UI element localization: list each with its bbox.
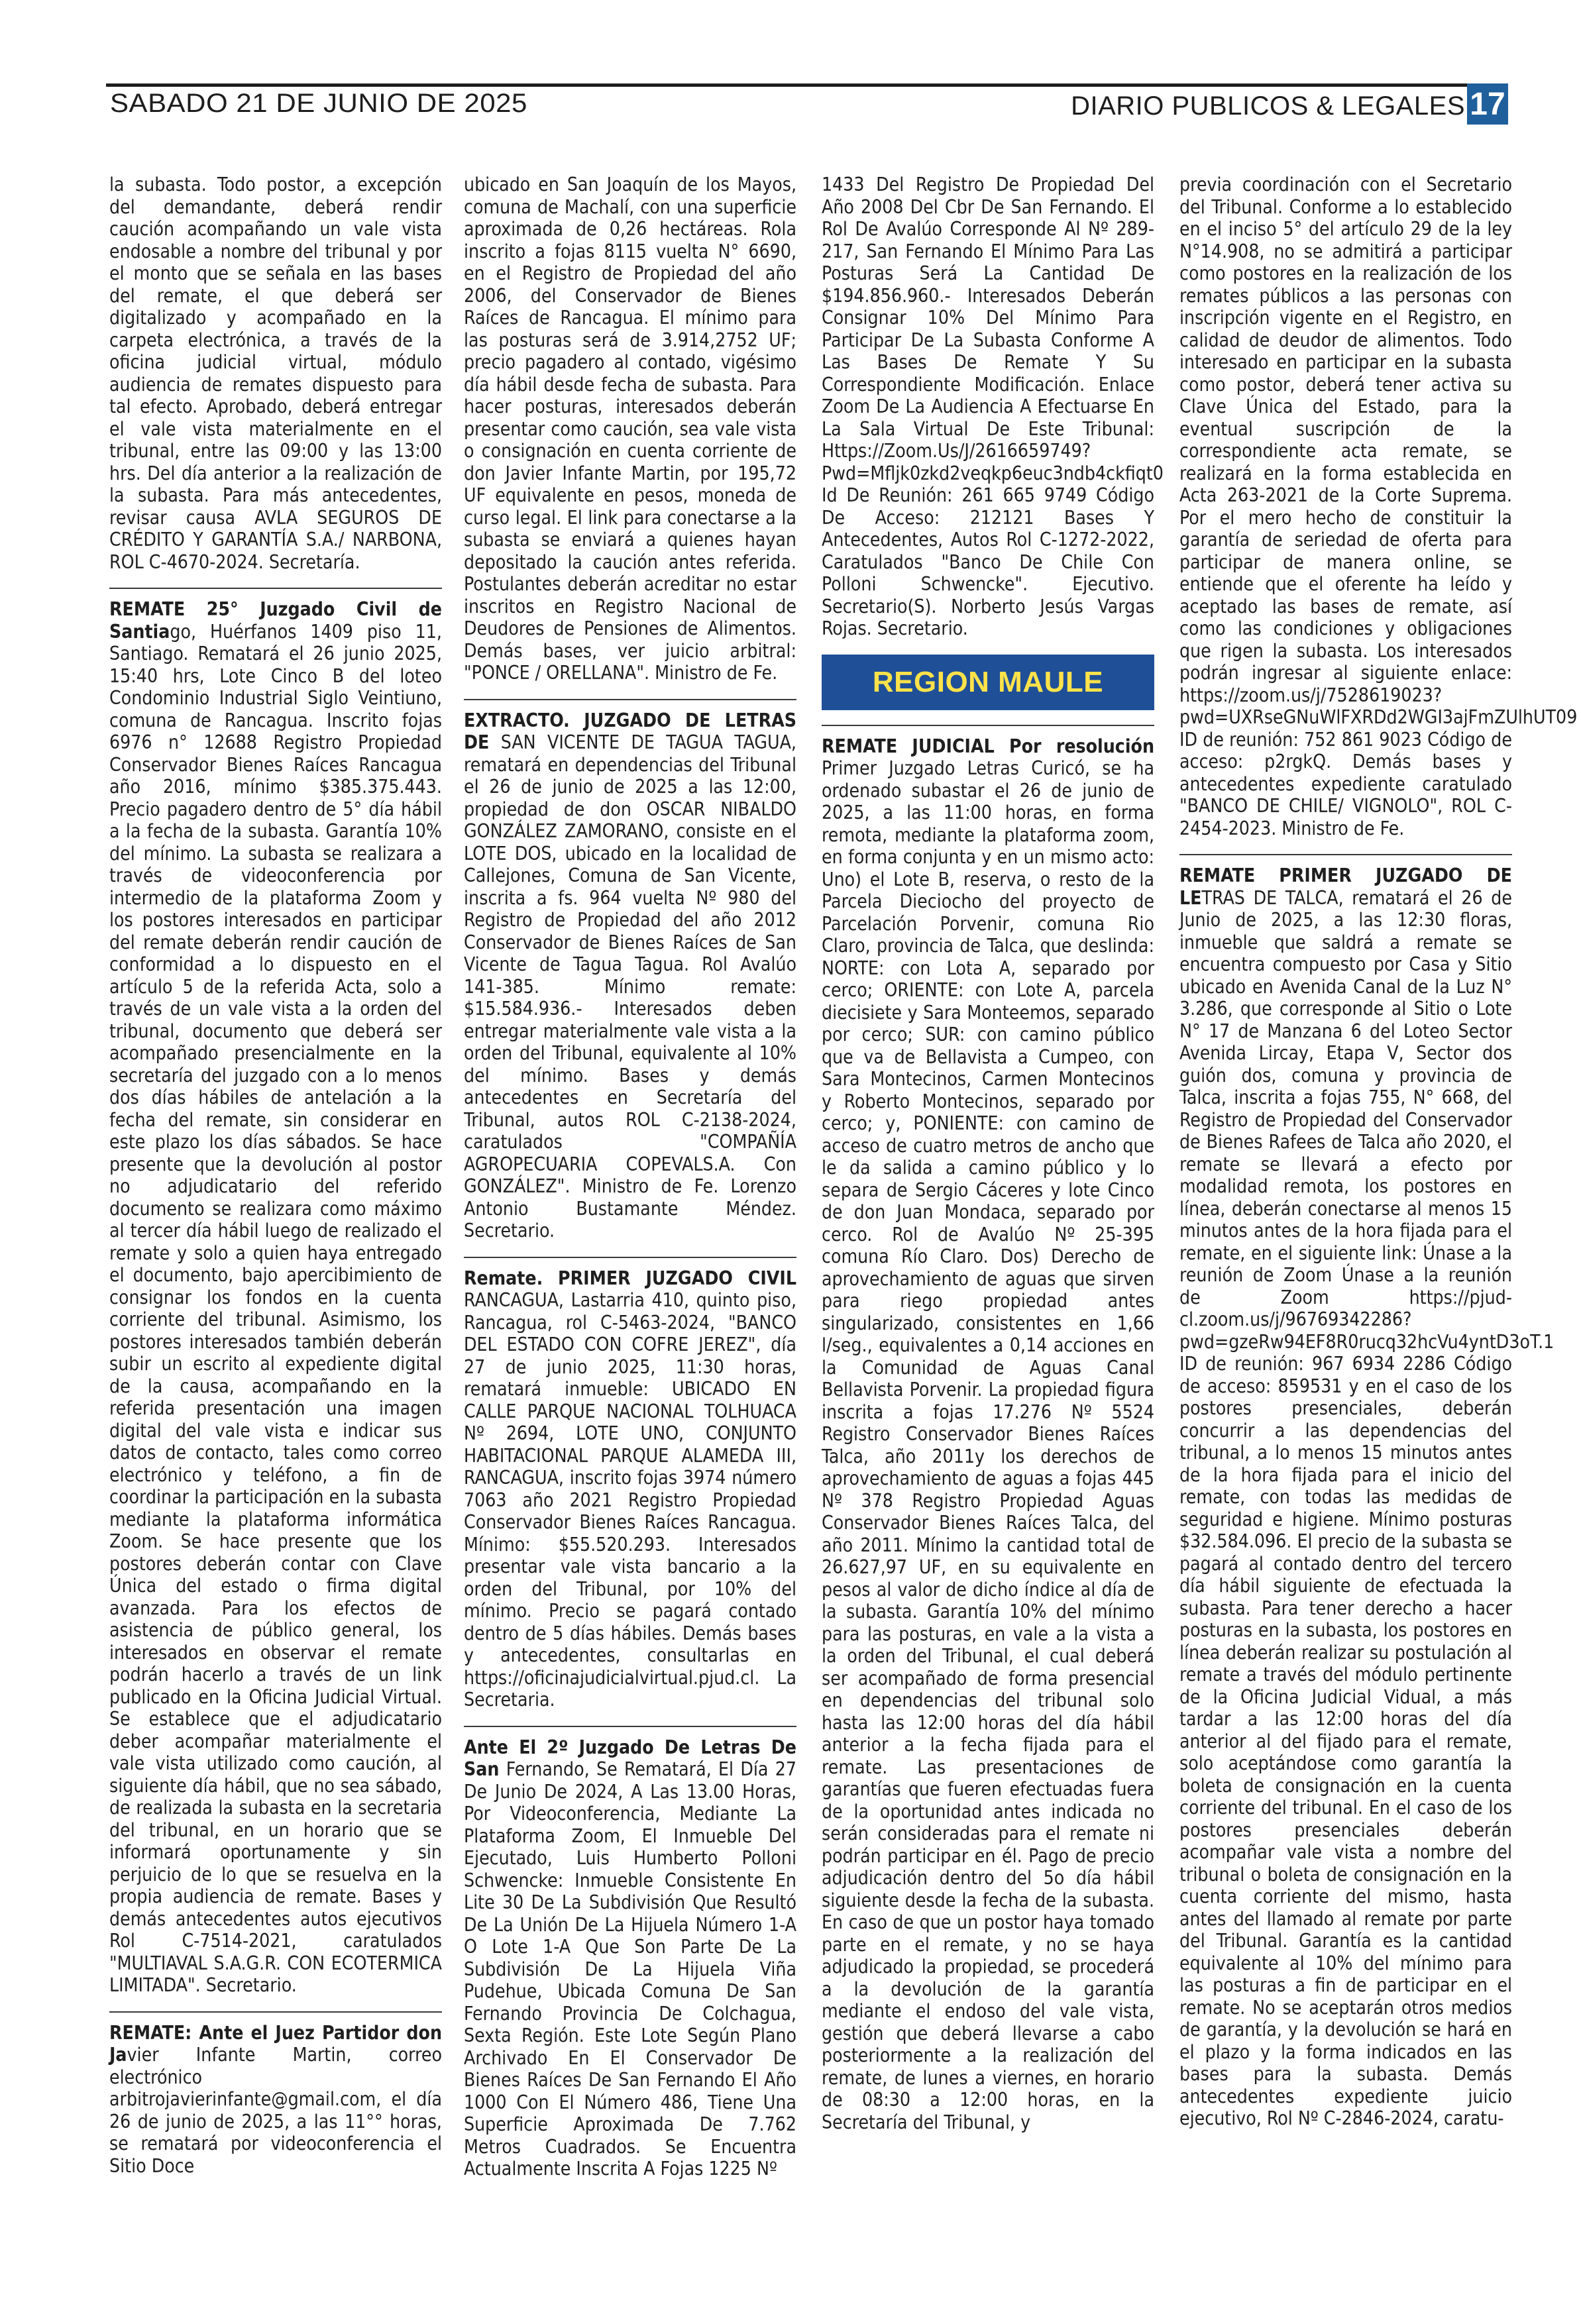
page-number-badge: 17 xyxy=(1467,83,1508,125)
notice-heading: REMATE PRIMER JUZGADO DE LE xyxy=(1179,865,1512,909)
notice-divider xyxy=(109,2011,442,2013)
notice-divider xyxy=(1179,854,1512,855)
notice-divider xyxy=(464,1726,796,1727)
notice-text: REMATE 25° Juzgado Civil de Santiago, Huérfanos 1409 piso 11, Santiago. Rematará el 26 junio 2025, 15:40 hrs, Lote Cinco B del loteo Condominio Industrial Siglo Veintiuno, comuna de Rancagua. Inscrito fojas 6976 n° 12688 Registro Propiedad Conservador Bienes Raíces Rancagua año 2016, mínimo $385.375.443. Precio pagadero dentro de 5° día hábil a la fecha de la subasta. Garantía 10% del mínimo. La subasta se realizara a través de videoconferencia por intermedio de la plataforma Zoom y los postores interesados en participar del remate deberán rendir caución de conformidad a lo dispuesto en el artículo 5 de la referida Acta, solo a través de un vale vista a la orden del tribunal, documento que deberá ser acompañado presencialmente en la secretaría del juzgado con a lo menos dos días hábiles de antelación a la fecha del remate, sin considerar en este plazo los días sábados. Se hace presente que la devolución al postor no adjudicatario del referido documento se realizara como máximo al tercer día hábil luego de realizado el remate y solo a quien haya entregado el documento, bajo apercibimiento de consignar los fondos en la cuenta corriente del tribunal. Asimismo, los postores interesados también deberán subir un escrito al expediente digital de la causa, acompañando en la referida presentación una imagen digital del vale vista e indicar sus datos de contacto, tales como correo electrónico y teléfono, a fin de coordinar la participación en la subasta mediante la plataforma informática Zoom. Se hace presente que los postores deberán contar con Clave Única del estado o firma digital avanzada. Para los efectos de asistencia de público general, los interesados en observar el remate podrán hacerlo a través de un link publicado en la Oficina Judicial Virtual. Se establece que el adjudicatario deber acompañar materialmente el vale vista utilizado como caución, al siguiente día hábil, que no sea sábado, de realizada la subasta en la secretaria del tribunal, en un horario que se informará oportunamente y sin perjuicio de lo que se resuelva en la propia audiencia de remate. Bases y demás antecedentes autos ejecutivos Rol C-7514-2021, caratulados "MULTIAVAL S.A.G.R. CON ECOTERMICA LIMITADA". Secretario. xyxy=(109,598,442,1996)
region-banner: REGION MAULE xyxy=(822,655,1154,710)
notice-text: previa coordinación con el Secretario del Tribunal. Conforme a lo establecido en el inciso 5° del artículo 29 de la ley N°14.908, no se admitirá a participar como postores en la realización de los remates públicos a las personas con inscripción vigente en el Registro, en calidad de deudor de alimentos. Todo interesado en participar en la subasta como postor, deberá tener activa su Clave Única del Estado, para la eventual suscripción de la correspondiente acta remate, se realizará en la forma establecida en Acta 263-2021 de la Corte Suprema. Por el mero hecho de constituir la garantía de seriedad de oferta para participar de manera online, se entiende que el oferente ha leído y aceptado las bases de remate, así como las condiciones y obligaciones que rigen la subasta. Los interesados podrán ingresar al siguiente enlace: https://zoom.us/j/7528619023?pwd=UXRseGNuWlFXRDd2WGI3ajFmZUlhUT09 ID de reunión: 752 861 9023 Código de acceso: p2rgkQ. Demás bases y antecedentes expediente caratulado "BANCO DE CHILE/ VIGNOLO", ROL C-2454-2023. Ministro de Fe. xyxy=(1179,174,1578,839)
notice-divider xyxy=(464,699,796,700)
notice-heading: REMATE: Ante el Juez Partidor don Ja xyxy=(109,2021,442,2066)
notice-heading: Remate. PRIMER JUZGADO CIVIL xyxy=(464,1267,796,1289)
notice-heading: REMATE JUDICIAL Por resolución xyxy=(822,735,1154,757)
notice-text: REMATE: Ante el Juez Partidor don Javier Infante Martin, correo electrónico arbitrojavierinfante@gmail.com, el día 26 de junio de 2025, a las 11°° horas, se rematará por videoconferencia el Sitio Doce xyxy=(109,2021,442,2177)
notice-text: Remate. PRIMER JUZGADO CIVIL RANCAGUA, Lastarria 410, quinto piso, Rancagua, rol C-5463-2024, "BANCO DEL ESTADO CON COFRE JEREZ", día 27 de junio 2025, 11:30 horas, rematará inmueble: UBICADO EN CALLE PARQUE NACIONAL TOLHUACA Nº 2694, LOTE UNO, CONJUNTO HABITACIONAL PARQUE ALAMEDA III, RANCAGUA, inscrito fojas 3974 número 7063 año 2021 Registro Propiedad Conservador Bienes Raíces Rancagua. Mínimo: $55.520.293. Interesados presentar vale vista bancario a la orden del Tribunal, por 10% del mínimo. Precio se pagará contado dentro de 5 días hábiles. Demás bases y antecedentes, consultarlas en https://oficinajudicialvirtual.pjud.cl. La Secretaria. xyxy=(464,1267,796,1711)
column-4 xyxy=(1179,174,1578,2130)
notice-divider xyxy=(822,725,1154,726)
notice-text: EXTRACTO. JUZGADO DE LETRAS DE SAN VICENTE DE TAGUA TAGUA, rematará en dependencias del Tribunal el 26 de junio de 2025 a las 12:00, propiedad de don OSCAR NIBALDO GONZÁLEZ ZAMORANO, consiste en el LOTE DOS, ubicado en la localidad de Callejones, Comuna de San Vicente, inscrita a fs. 964 vuelta Nº 980 del Registro de Propiedad del año 2012 Conservador de Bienes Raíces de San Vicente de Tagua Tagua. Rol Avalúo 141-385. Mínimo remate: $15.584.936.- Interesados deben entregar materialmente vale vista a la orden del Tribunal, equivalente al 10% del mínimo. Bases y demás antecedentes en Secretaría del Tribunal, autos ROL C-2138-2024, caratulados "COMPAÑÍA AGROPECUARIA COPEVALS.A. Con GONZÁLEZ". Ministro de Fe. Lorenzo Antonio Bustamante Méndez. Secretario. xyxy=(464,709,796,1241)
column-3 xyxy=(822,174,1164,2133)
header-rule xyxy=(106,83,1508,87)
notice-text: ubicado en San Joaquín de los Mayos, comuna de Machalí, con una superficie aproximada de 0,26 hectáreas. Rola inscrito a fojas 8115 vuelta N° 6690, en el Registro de Propiedad del año 2006, del Conservador de Bienes Raíces de Rancagua. El mínimo para las posturas será de 3.914,2752 UF; precio pagadero al contado, vigésimo día hábil desde fecha de subasta. Para hacer posturas, interesados deberán presentar como caución, sea vale vista o consignación en cuenta corriente de don Javier Infante Martin, por 195,72 UF equivalente en pesos, moneda de curso legal. El link para conectarse a la subasta se enviará a quienes hayan depositado la caución antes referida. Postulantes deberán acreditar no estar inscritos en Registro Nacional de Deudores de Pensiones de Alimentos. Demás bases, ver juicio arbitral: "PONCE / ORELLANA". Ministro de Fe. xyxy=(464,174,796,684)
notice-heading: REMATE 25° Juzgado Civil de Santia xyxy=(109,598,442,643)
column-2 xyxy=(464,174,796,2180)
notice-text: REMATE PRIMER JUZGADO DE LETRAS DE TALCA, rematará el 26 de Junio de 2025, a las 12:30 floras, inmueble que saldrá a remate se encuentra compuesto por Casa y Sitio ubicado en Avenida Canal de la Luz N° 3.286, que corresponde al Sitio o Lote N° 17 de Manzana 6 del Loteo Sector Avenida Lircay, Etapa V, Sector dos guión dos, comuna y provincia de Talca, inscrita a fojas 755, N° 668, del Registro de Propiedad del Conservador de Bienes Rafees de Talca año 2020, el remate se llevará a efecto por modalidad remota, los postores en línea, deberán conectarse al menos 15 minutos antes de la hora fijada para el remate, en el siguiente link: Únase a la reunión de Zoom Únase a la reunión de Zoom https://pjud-cl.zoom.us/j/96769342286?pwd=gzeRw94EF8R0rucq32hcVu4yntD3oT.1 ID de reunión: 967 6934 2286 Código de acceso: 859531 y en el caso de los postores presenciales, deberán concurrir a las dependencias del tribunal, a lo menos 15 minutos antes de la hora fijada para el inicio del remate, con todas las medidas de seguridad e higiene. Mínimo posturas $32.584.096. El precio de la subasta se pagará al contado dentro del tercero día hábil siguiente de efectuada la subasta. Para tener derecho a hacer posturas en la subasta, los postores en línea deberán realizar su postulación al remate a través del módulo pertinente de la Oficina Judicial Vidual, a más tardar a las 12:00 horas del día anterior al del fijado para el remate, solo aceptándose como garantía la boleta de consignación en la cuenta corriente del tribunal. En el caso de los postores presenciales deberán acompañar vale vista a nombre del tribunal o boleta de consignación en la cuenta corriente del mismo, hasta antes del llamado al remate por parte del Tribunal. Garantía es la cantidad equivalente al 10% del mínimo para las posturas a fin de participar en el remate. No se aceptarán otros medios de garantía, y la devolución se hará en el plazo y la forma indicados en las bases para la subasta. Demás antecedentes expediente juicio ejecutivo, Rol Nº C-2846-2024, caratu- xyxy=(1179,865,1554,2129)
notice-text: REMATE JUDICIAL Por resolución Primer Juzgado Letras Curicó, se ha ordenado subastar el 26 de junio de 2025, a las 11:00 horas, en forma remota, mediante la plataforma zoom, en forma conjunta y en un mismo acto: Uno) el Lote B, reserva, o resto de la Parcela Dieciocho del proyecto de Parcelación Porvenir, comuna Rio Claro, provincia de Talca, que deslinda: NORTE: con Lota A, separado por cerco; ORIENTE: con Lote A, parcela diecisiete y Sara Monteemos, separado por cerco; SUR: con camino público que va de Bellavista a Cumpeo, con Sara Montecinos, Carmen Montecinos y Roberto Montecinos, separado por cerco; y, PONIENTE: con camino de acceso de cuatro metros de ancho que le da salida a camino público y lo separa de Sergio Cáceres y lote Cinco de don Juan Mondaca, separado por cerco. Rol de Avalúo Nº 25-395 comuna Río Claro. Dos) Derecho de aprovechamiento de aguas que sirven para riego propiedad antes singularizado, consistentes en 1,66 l/seg., equivalentes a 0,14 acciones en la Comunidad de Aguas Canal Bellavista Porvenir. La propiedad figura inscrita a fojas 17.276 Nº 5524 Registro Conservador Bienes Raíces Talca, año 2011y los derechos de aprovechamiento de aguas a fojas 445 Nº 378 Registro Propiedad Aguas Conservador Bienes Raíces Talca, del año 2011. Mínimo la cantidad total de 26.627,97 UF, en su equivalente en pesos al valor de dicho índice al día de la subasta. Garantía 10% del mínimo para las posturas, en vale a la vista a la orden del Tribunal, el cual deberá ser acompañado de forma presencial en dependencias del tribunal solo hasta las 12:00 horas del día hábil anterior a la fecha fijada para el remate. Las presentaciones de garantías que fueren efectuadas fuera de la oportunidad antes indicada no serán consideradas para el remate ni podrán participar en él. Pago de precio adjudicación dentro del 5o día hábil siguiente desde la fecha de la subasta. En caso de que un postor haya tomado parte en el remate, y no se haya adjudicado la propiedad, se procederá a la devolución de la garantía mediante el endoso del vale vista, gestión que deberá llevarse a cabo posteriormente a la realización del remate, de lunes a viernes, en horario de 08:30 a 12:00 horas, en la Secretaría del Tribunal, y xyxy=(822,735,1154,2133)
column-1 xyxy=(109,174,442,2177)
notice-divider xyxy=(109,588,442,589)
notice-heading: EXTRACTO. JUZGADO DE LETRAS DE xyxy=(464,709,796,753)
issue-date: SABADO 21 DE JUNIO DE 2025 xyxy=(110,89,527,118)
notice-text: Ante El 2º Juzgado De Letras De San Fernando, Se Rematará, El Día 27 De Junio De 2024, A Las 13.00 Horas, Por Videoconferencia, Mediante La Plataforma Zoom, El Inmueble Del Ejecutado, Luis Humberto Polloni Schwencke: Inmueble Consistente En Lite 30 De La Subdivisión Que Resultó De La Unión De La Hijuela Número 1-A O Lote 1-A Que Son Parte De La Subdivisión De La Hijuela Viña Pudehue, Ubicada Comuna De San Fernando Provincia De Colchagua, Sexta Región. Este Lote Según Plano Archivado En El Conservador De Bienes Raíces De San Fernando El Año 1000 Con El Número 486, Tiene Una Superficie Aproximada De 7.762 Metros Cuadrados. Se Encuentra Actualmente Inscrita A Fojas 1225 Nº xyxy=(464,1736,796,2180)
publication-title: DIARIO PUBLICOS & LEGALES xyxy=(1071,91,1465,121)
notice-text: 1433 Del Registro De Propiedad Del Año 2008 Del Cbr De San Fernando. El Rol De Avalúo Corresponde Al Nº 289-217, San Fernando El Mínimo Para Las Posturas Será La Cantidad De $194.856.960.- Interesados Deberán Consignar 10% Del Mínimo Para Participar De La Subasta Conforme A Las Bases De Remate Y Su Correspondiente Modificación. Enlace Zoom De La Audiencia A Efectuarse En La Sala Virtual De Este Tribunal: Https://Zoom.Us/J/2616659749?Pwd=Mfljk0zkd2veqkp6euc3ndb4ckfiqt0 Id De Reunión: 261 665 9749 Código De Acceso: 212121 Bases Y Antecedentes, Autos Rol C-1272-2022, Caratulados "Banco De Chile Con Polloni Schwencke". Ejecutivo. Secretario(S). Norberto Jesús Vargas Rojas. Secretario. xyxy=(822,174,1164,639)
notice-divider xyxy=(464,1257,796,1258)
notice-text: la subasta. Todo postor, a excepción del demandante, deberá rendir caución acompañando un vale vista endosable a nombre del tribunal y por el monto que se señala en las bases del remate, el que deberá ser digitalizado y acompañado en la carpeta electrónica, a través de la oficina judicial virtual, módulo audiencia de remates dispuesto para tal efecto. Aprobado, deberá entregar el vale vista materialmente en el tribunal, entre las 09:00 y las 13:00 hrs. Del día anterior a la realización de la subasta. Para más antecedentes, revisar causa AVLA SEGUROS DE CRÉDITO Y GARANTÍA S.A./ NARBONA, ROL C-4670-2024. Secretaría. xyxy=(109,174,442,573)
notice-heading: Ante El 2º Juzgado De Letras De San xyxy=(464,1736,796,1780)
